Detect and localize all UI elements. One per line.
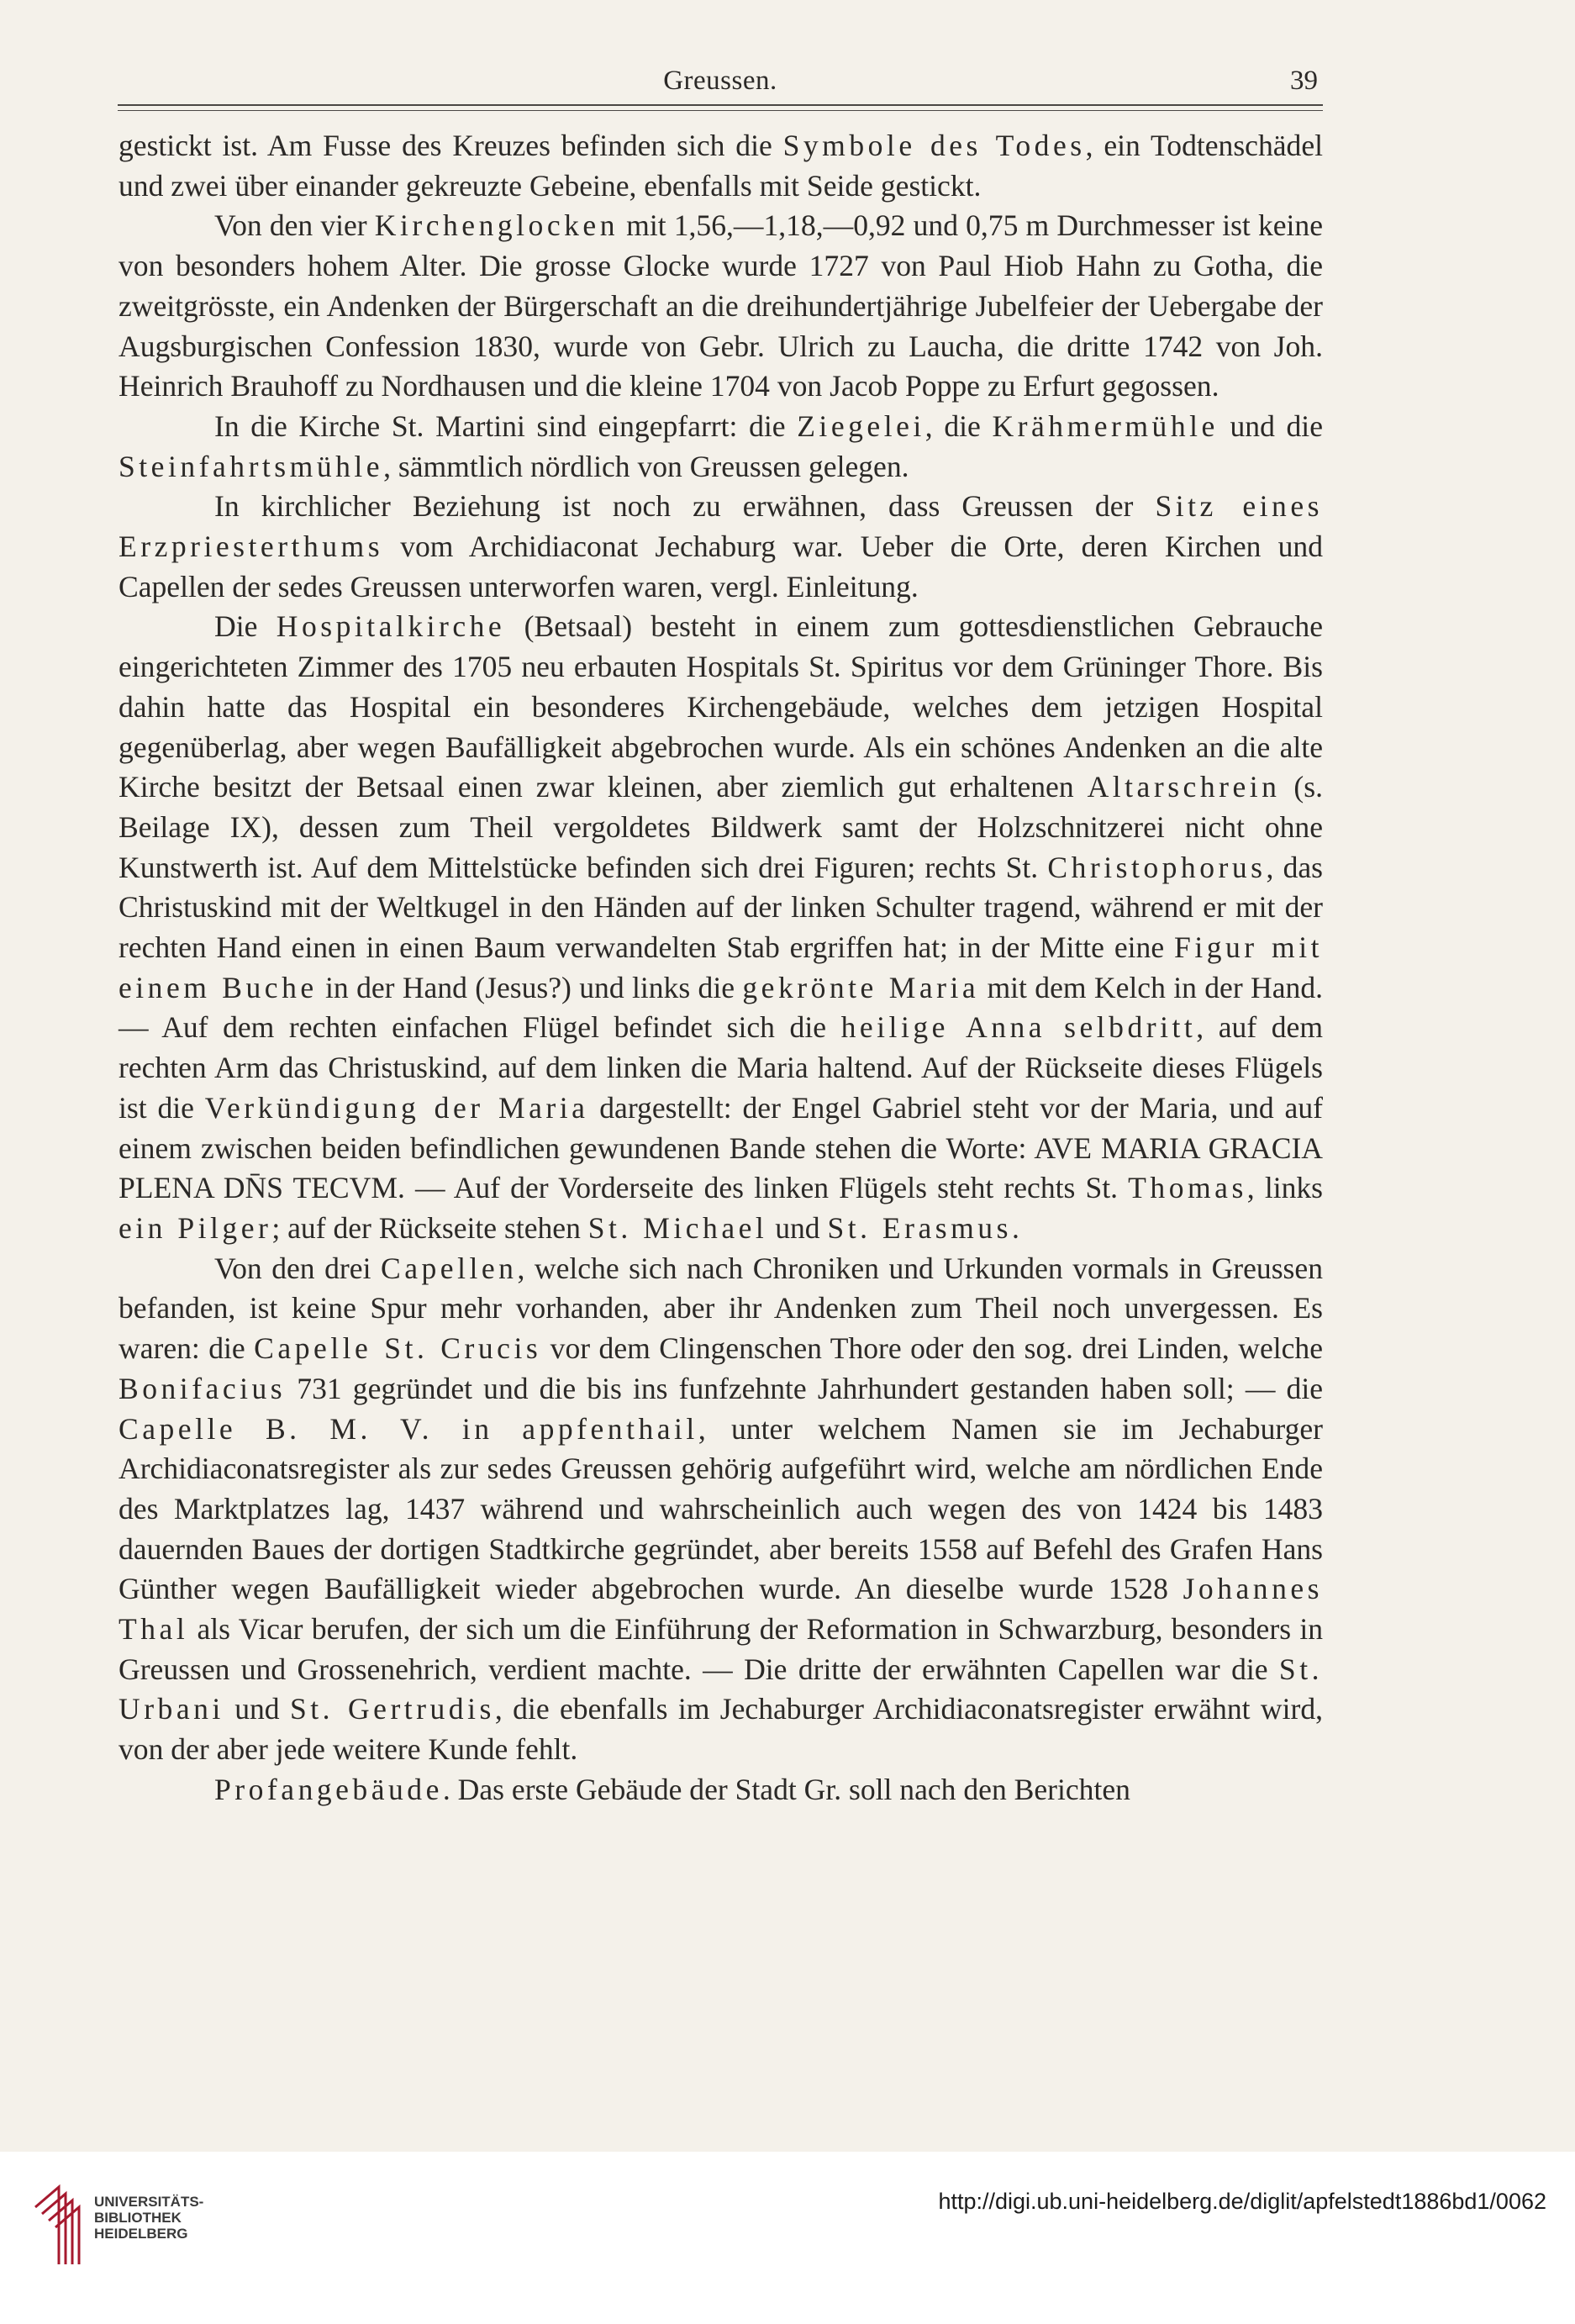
running-head [118, 66, 1323, 109]
emphasized-term: St. Erasmus [827, 1210, 1012, 1245]
emphasized-term: Capelle B. M. V. in appfenthail [119, 1411, 698, 1446]
emphasized-term: Bonifacius [119, 1371, 287, 1405]
library-name [94, 2194, 203, 2242]
emphasized-term: Thomas [1128, 1171, 1247, 1205]
emphasized-term: Figur mit einem Buche [119, 930, 1323, 1004]
paragraph [119, 607, 1323, 1248]
text-run: und die [1218, 408, 1323, 443]
text-run: , das Christuskind mit der Weltkugel in den Händen auf der linken Schulter tragend, während er mit der rechten Hand einen in einen Baum verwandelten Stab ergriffen hat; in der Mitte eine [119, 850, 1324, 965]
text-run: mit dem Kelch in der Hand. — Auf dem rechten einfachen Flügel befindet sich die [119, 970, 1323, 1045]
text-run: und [767, 1210, 828, 1245]
text-run: Von den drei [214, 1251, 381, 1285]
text-run: , ein Todtenschädel und zwei über einander gekreuzte Gebeine, ebenfalls mit Seide gestickt. [119, 129, 1324, 203]
emphasized-term: Johannes Thal [119, 1572, 1323, 1647]
text-run: In die Kirche St. Martini sind eingepfarrt: die [214, 408, 798, 443]
emphasized-term: Capelle St. Crucis [254, 1331, 542, 1366]
text-run: mit 1,56,—1,18,—0,92 und 0,75 m Durchmesser ist keine von besonders hohem Alter. Die grosse Glocke wurde 1727 von Paul Hiob Hahn zu Gotha, die zweitgrösste, ein Andenken der Bürgerschaft an die dreihundertjährige Jubelfeier der Uebergabe der Augsburgischen Confession 1830, wurde von Gebr. Ulrich zu Laucha, die dritte 1742 von Joh. Heinrich Brauhoff zu Nordhausen und die kleine 1704 von Jacob Poppe zu Erfurt gegossen. [119, 208, 1323, 403]
emphasized-term: Ziegelei [797, 408, 925, 443]
paragraph [119, 126, 1323, 206]
university-library-logo-icon [30, 2182, 86, 2269]
library-name-line: HEIDELBERG [94, 2226, 188, 2242]
paragraph [119, 1249, 1323, 1770]
text-run: In kirchlicher Beziehung ist noch zu erwähnen, dass Greussen der [214, 489, 1156, 524]
text-run: gestickt ist. Am Fusse des Kreuzes befinden sich die [119, 129, 783, 162]
emphasized-term: heilige Anna selbdritt [840, 1010, 1197, 1045]
permalink-url[interactable]: http://digi.ub.uni-heidelberg.de/diglit/apfelstedt1886bd1/0062 [938, 2189, 1546, 2214]
text-run: , auf dem rechten Arm das Christuskind, auf dem linken die Maria haltend. Auf der Rückseite dieses Flügels ist die [119, 1010, 1323, 1125]
text-run: in der Hand (Jesus?) und links die [317, 970, 743, 1004]
emphasized-term: St. Urbani [119, 1652, 1323, 1726]
emphasized-term: Steinfahrtsmühle [119, 449, 384, 483]
text-run: . [1011, 1210, 1019, 1245]
text-run: (Betsaal) besteht in einem zum gottesdienstlichen Gebrauche eingerichteten Zimmer des 1705 neu erbauten Hospitals St. Spiritus vor dem Grüninger Thore. Bis dahin hatte das Hospital ein besonderes Kirchengebäude, welches dem jetzigen Hospital gegenüberlag, aber wegen Baufälligkeit abgebrochen wurde. Als ein schönes Andenken an die alte Kirche besitzt der Betsaal einen zwar kleinen, aber ziemlich gut erhaltenen [119, 609, 1323, 804]
emphasized-term: Verkündigung der Maria [204, 1090, 589, 1125]
text-run: Von den vier [214, 208, 375, 243]
text-run: vom Archidiaconat Jechaburg war. Ueber die Orte, deren Kirchen und Capellen der sedes Greussen unterworfen waren, vergl. Einleitung. [119, 530, 1323, 603]
text-run: . Das erste Gebäude der Stadt Gr. soll nach den Berichten [442, 1772, 1130, 1806]
header-rule-thin [118, 110, 1323, 111]
text-run: dargestellt: der Engel Gabriel steht vor der Maria, und auf einem zwischen beiden befindlichen gewundenen Bande stehen die Worte: AVE MARIA GRACIA PLENA DN̄S TECVM. — Auf der Vorderseite des linken Flügels steht rechts St. [119, 1090, 1323, 1205]
emphasized-term: Capellen [381, 1251, 518, 1285]
emphasized-term: gekrönte Maria [742, 970, 980, 1004]
page-title: Greussen. [663, 66, 777, 96]
emphasized-term: Krähmermühle [992, 408, 1219, 443]
text-run: und [224, 1692, 290, 1726]
emphasized-term: Altarschrein [1087, 770, 1281, 804]
emphasized-term: Sitz eines Erzpriesterthums [119, 489, 1323, 564]
library-name-line: BIBLIOTHEK [94, 2210, 182, 2226]
text-run: als Vicar berufen, der sich um die Einführung der Reformation in Schwarzburg, besonders in Greussen und Grossenehrich, verdient machte. — Die dritte der erwähnten Capellen war die [119, 1612, 1323, 1686]
text-run: , sämmtlich nördlich von Greussen gelegen. [383, 449, 909, 483]
text-run: ; auf der Rückseite stehen [271, 1210, 588, 1245]
paragraph [119, 407, 1323, 487]
body-text [119, 126, 1323, 1810]
text-run: , welche sich nach Chroniken und Urkunden vormals in Greussen befanden, ist keine Spur mehr vorhanden, aber ihr Andenken zum Theil noch unvergessen. Es waren: die [119, 1251, 1323, 1366]
page-number: 39 [1290, 66, 1318, 96]
emphasized-term: Profangebäude [214, 1772, 443, 1806]
paragraph [119, 487, 1323, 607]
paragraph [119, 1770, 1323, 1810]
text-run: , links [1246, 1171, 1324, 1205]
emphasized-term: St. Gertrudis [289, 1692, 495, 1726]
text-run: 731 gegründet und die bis ins funfzehnte Jahrhundert gestanden haben soll; — die [286, 1371, 1323, 1405]
emphasized-term: St. Michael [587, 1210, 768, 1245]
text-run: , unter welchem Namen sie im Jechaburger Archidiaconatsregister als zur sedes Greussen gehörig aufgeführt wird, welche am nördlichen Ende des Marktplatzes lag, 1437 während und wahrscheinlich auch wegen des von 1424 bis 1483 dauernden Baues der dortigen Stadtkirche gegründet, aber bereits 1558 auf Befehl des Grafen Hans Günther wegen Baufälligkeit wieder abgebrochen wurde. An dieselbe wurde 1528 [119, 1411, 1323, 1606]
text-run: (s. Beilage IX), dessen zum Theil vergoldetes Bildwerk samt der Holzschnitzerei nicht ohne Kunstwerth ist. Auf dem Mittelstücke befinden sich drei Figuren; rechts St. [119, 770, 1323, 884]
text-run: Die [214, 609, 277, 644]
emphasized-term: Symbole des Todes [782, 129, 1086, 162]
text-run: , die ebenfalls im Jechaburger Archidiaconatsregister erwähnt wird, von der aber jede weitere Kunde fehlt. [119, 1692, 1324, 1767]
library-name-line: UNIVERSITÄTS- [94, 2194, 204, 2210]
emphasized-term: Christophorus [1047, 850, 1267, 884]
emphasized-term: Kirchenglocken [374, 208, 619, 243]
emphasized-term: ein Pilger [119, 1210, 272, 1245]
header-rule-thick [118, 104, 1323, 106]
text-run: , die [924, 408, 993, 443]
emphasized-term: Hospitalkirche [276, 609, 506, 644]
paragraph [119, 206, 1323, 407]
footer-bar [0, 2152, 1575, 2324]
text-run: vor dem Clingenschen Thore oder den sog. drei Linden, welche [541, 1331, 1323, 1366]
